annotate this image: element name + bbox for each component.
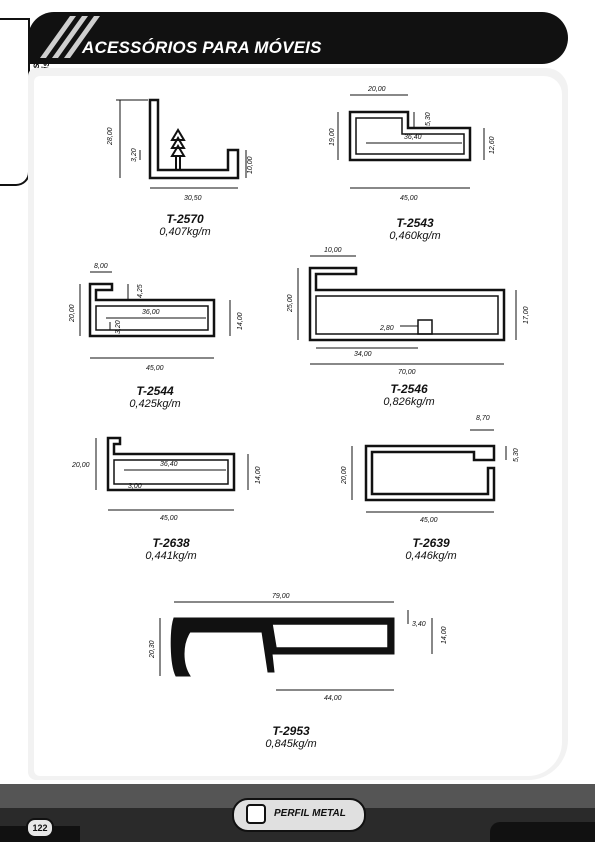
- dim-label: 45,00: [146, 365, 164, 372]
- dim-label: 70,00: [398, 369, 416, 376]
- brand-logo-icon: [246, 804, 266, 824]
- dim-label: 14,00: [441, 626, 448, 644]
- dim-label: 45,00: [420, 517, 438, 524]
- dim-label: 17,00: [523, 306, 530, 324]
- page-title: ACESSÓRIOS PARA MÓVEIS: [82, 38, 322, 57]
- dim-label: 10,00: [247, 156, 254, 174]
- profile-caption: [130, 212, 240, 238]
- profile-t2638-drawing: [96, 438, 248, 510]
- profile-weight: 0,460kg/m: [389, 230, 441, 242]
- profile-weight: 0,826kg/m: [383, 396, 435, 408]
- profile-weight: 0,441kg/m: [145, 550, 197, 562]
- dim-label: 20,30: [149, 640, 156, 658]
- dim-label: 45,00: [160, 515, 178, 522]
- profile-code: T-2543: [396, 216, 434, 230]
- dim-label: 44,00: [324, 695, 342, 702]
- dim-label: 3,20: [131, 148, 138, 162]
- dim-label: 28,00: [107, 127, 114, 145]
- profile-caption: [100, 384, 210, 410]
- dim-label: 3,40: [412, 621, 426, 628]
- profile-t2953-drawing: [160, 602, 432, 690]
- dim-label: 36,40: [404, 134, 422, 141]
- profile-caption: [376, 536, 486, 562]
- dim-label: 4,25: [137, 284, 144, 298]
- profile-caption: [360, 216, 470, 242]
- profile-code: T-2544: [136, 384, 174, 398]
- dim-label: 5,30: [425, 112, 432, 126]
- profile-t2546-drawing: [298, 256, 516, 364]
- profile-caption: [236, 724, 346, 750]
- profile-code: T-2638: [152, 536, 190, 550]
- profile-t2639-drawing: [352, 430, 506, 512]
- dim-label: 20,00: [69, 304, 76, 322]
- dim-label: 8,70: [476, 415, 490, 422]
- brand-name: PERFIL METAL: [274, 808, 346, 819]
- profile-code: T-2570: [166, 212, 204, 226]
- profile-t2543-drawing: [338, 95, 484, 188]
- dim-label: 14,00: [255, 466, 262, 484]
- brand-badge: [232, 798, 366, 832]
- page-number: 122: [26, 818, 54, 838]
- dim-label: 19,00: [329, 128, 336, 146]
- dim-label: 5,30: [513, 448, 520, 462]
- dim-label: 3,20: [115, 320, 122, 334]
- dim-label: 20,00: [72, 462, 90, 469]
- dim-label: 25,00: [287, 294, 294, 312]
- profile-weight: 0,845kg/m: [265, 738, 317, 750]
- dim-label: 14,00: [237, 312, 244, 330]
- profile-code: T-2953: [272, 724, 310, 738]
- dim-label: 20,00: [368, 86, 386, 93]
- dim-label: 30,50: [184, 195, 202, 202]
- dim-label: 8,00: [94, 263, 108, 270]
- dim-label: 36,00: [142, 309, 160, 316]
- dim-label: 79,00: [272, 593, 290, 600]
- dim-label: 45,00: [400, 195, 418, 202]
- profile-weight: 0,407kg/m: [159, 226, 211, 238]
- dim-label: 12,60: [489, 136, 496, 154]
- dim-label: 34,00: [354, 351, 372, 358]
- dim-label: 36,40: [160, 461, 178, 468]
- profile-code: T-2639: [412, 536, 450, 550]
- dim-label: 2,80: [380, 325, 394, 332]
- profile-code: T-2546: [390, 382, 428, 396]
- dim-label: 3,00: [128, 483, 142, 490]
- dim-label: 10,00: [324, 247, 342, 254]
- profile-weight: 0,425kg/m: [129, 398, 181, 410]
- profile-caption: [116, 536, 226, 562]
- profile-t2570-drawing: [116, 100, 246, 188]
- profile-caption: [354, 382, 464, 408]
- footer-tab-right: [490, 822, 595, 842]
- dim-label: 20,00: [341, 466, 348, 484]
- profile-weight: 0,446kg/m: [405, 550, 457, 562]
